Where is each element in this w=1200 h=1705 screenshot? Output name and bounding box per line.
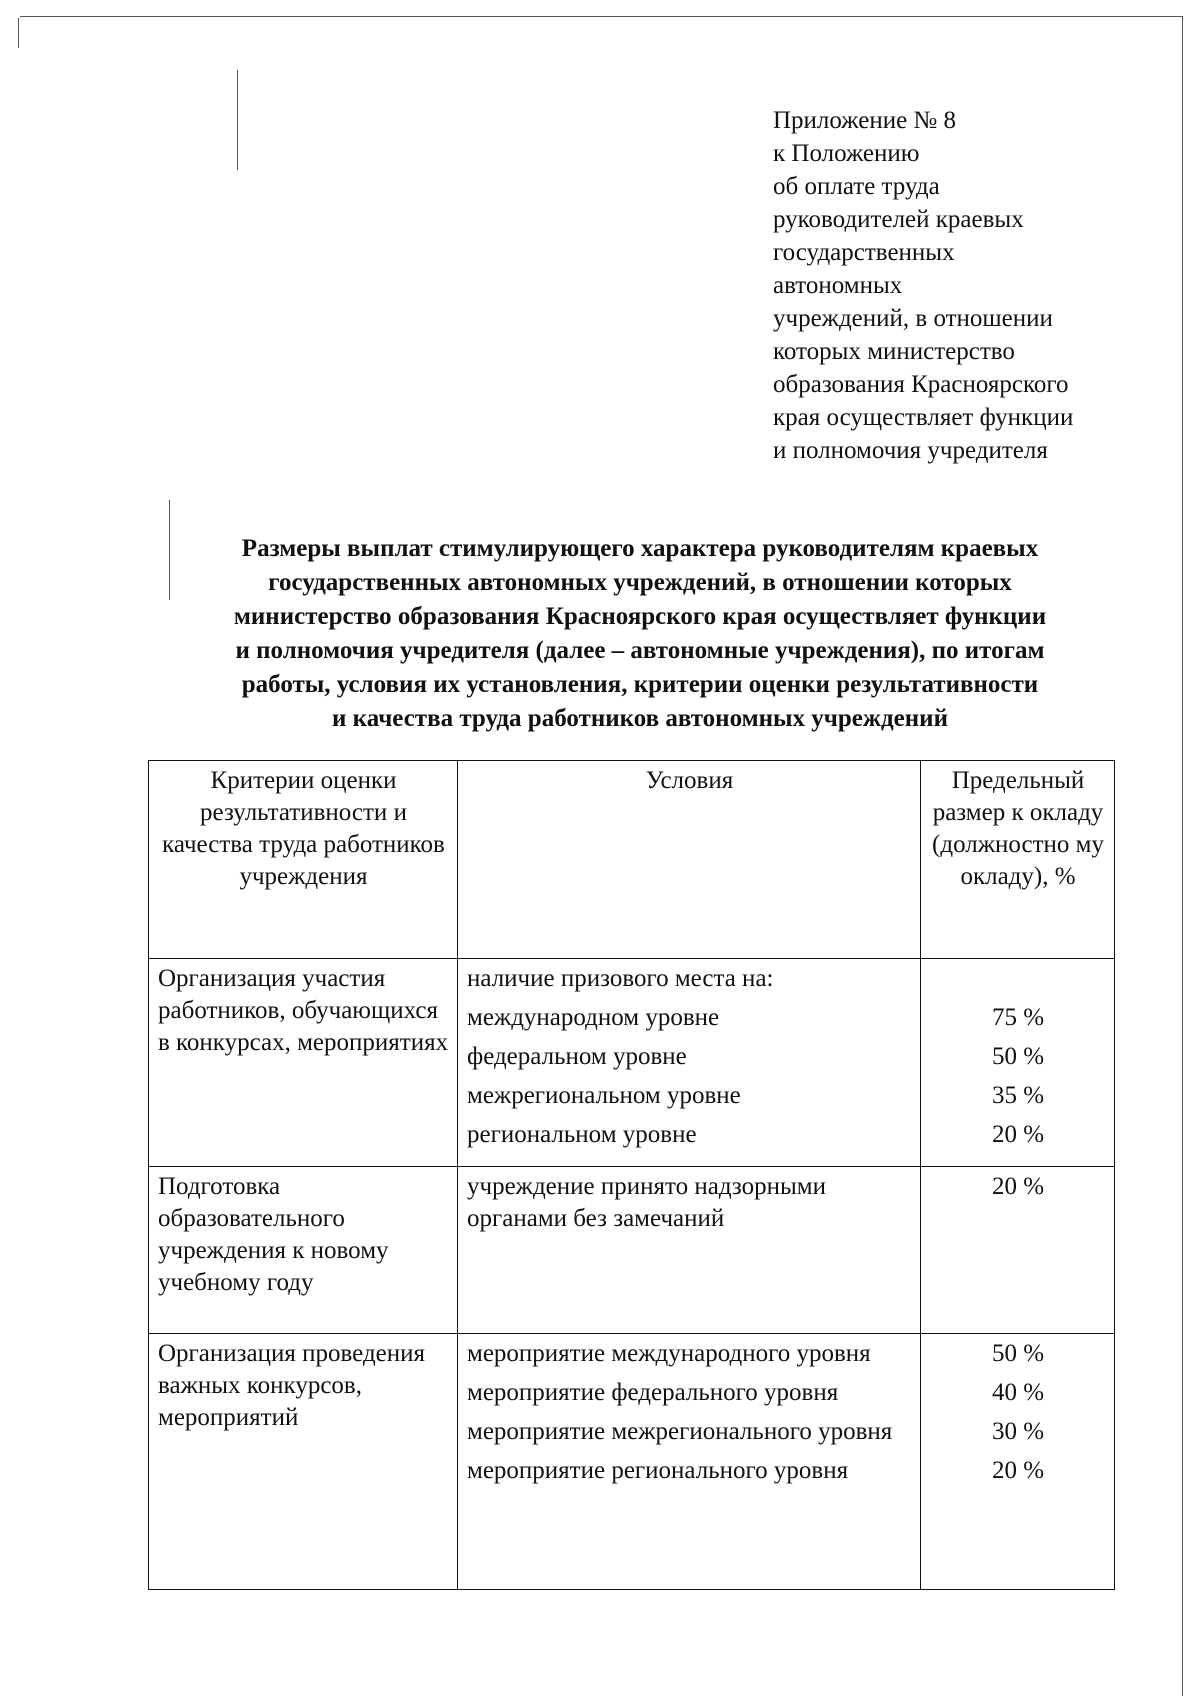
table-row <box>149 1334 1115 1590</box>
value-item: 20 % <box>991 1457 1045 1484</box>
value-item: 20 % <box>991 1121 1045 1148</box>
condition-item: мероприятие международного уровня <box>467 1340 871 1367</box>
appendix-line: автономных <box>773 272 903 299</box>
appendix-line: государственных <box>773 239 955 266</box>
scan-border-left <box>18 18 19 48</box>
condition-item: межрегиональном уровне <box>467 1082 741 1109</box>
condition-item: мероприятие регионального уровня <box>467 1457 849 1484</box>
scan-border-top <box>20 16 1182 17</box>
appendix-line: которых министерство <box>773 338 1015 365</box>
conditions-cell: учреждение принято надзорными органами без замечаний <box>458 1167 921 1334</box>
condition-item: федеральном уровне <box>467 1043 687 1070</box>
appendix-note <box>773 104 1133 467</box>
appendix-line: края осуществляет функции <box>773 404 1074 431</box>
title-line: и качества труда работников автономных учреждений <box>332 705 948 732</box>
document-title <box>160 532 1120 736</box>
condition-item: региональном уровне <box>467 1121 697 1148</box>
header-conditions: Условия <box>458 761 921 959</box>
appendix-line: к Положению <box>773 140 920 167</box>
conditions-cell <box>458 1334 921 1590</box>
title-line: государственных автономных учреждений, в отношении которых <box>268 569 1012 596</box>
table-row <box>149 1167 1115 1334</box>
condition-item: мероприятие межрегионального уровня <box>467 1418 893 1445</box>
appendix-line: образования Красноярского <box>773 371 1069 398</box>
header-limit: Предельный размер к окладу (должностно му окладу), % <box>921 761 1115 959</box>
appendix-line: учреждений, в отношении <box>773 305 1053 332</box>
value-cell: 20 % <box>921 1167 1115 1334</box>
value-cell <box>921 959 1115 1167</box>
appendix-line: об оплате труда <box>773 173 940 200</box>
value-item: 50 % <box>991 1340 1045 1367</box>
criterion-cell: Организация проведения важных конкурсов, мероприятий <box>149 1334 458 1590</box>
condition-item: мероприятие федерального уровня <box>467 1379 839 1406</box>
scan-border-right <box>1182 16 1183 1696</box>
value-cell <box>921 1334 1115 1590</box>
value-item: 50 % <box>991 1043 1045 1070</box>
title-line: работы, условия их установления, критерии оценки результативности <box>241 671 1039 698</box>
title-line: и полномочия учредителя (далее – автономные учреждения), по итогам <box>235 637 1045 664</box>
appendix-line: и полномочия учредителя <box>773 437 1048 464</box>
title-line: Размеры выплат стимулирующего характера руководителям краевых <box>241 535 1039 562</box>
conditions-cell <box>458 959 921 1167</box>
header-criteria: Критерии оценки результативности и качества труда работников учреждения <box>149 761 458 959</box>
value-item: 30 % <box>991 1418 1045 1445</box>
table-header-row <box>149 761 1115 959</box>
value-item: 40 % <box>991 1379 1045 1406</box>
value-item: 35 % <box>991 1082 1045 1109</box>
condition-intro: наличие призового места на: <box>467 965 774 992</box>
value-item: 75 % <box>991 1004 1045 1031</box>
criterion-cell: Подготовка образовательного учреждения к новому учебному году <box>149 1167 458 1334</box>
title-line: министерство образования Красноярского края осуществляет функции <box>233 603 1047 630</box>
appendix-line: руководителей краевых <box>773 206 1024 233</box>
table-row <box>149 959 1115 1167</box>
criteria-table <box>148 760 1115 1590</box>
condition-item: международном уровне <box>467 1004 720 1031</box>
scan-mark-vertical <box>237 70 238 170</box>
criterion-cell: Организация участия работников, обучающихся в конкурсах, мероприятиях <box>149 959 458 1167</box>
appendix-line: Приложение № 8 <box>773 107 957 134</box>
